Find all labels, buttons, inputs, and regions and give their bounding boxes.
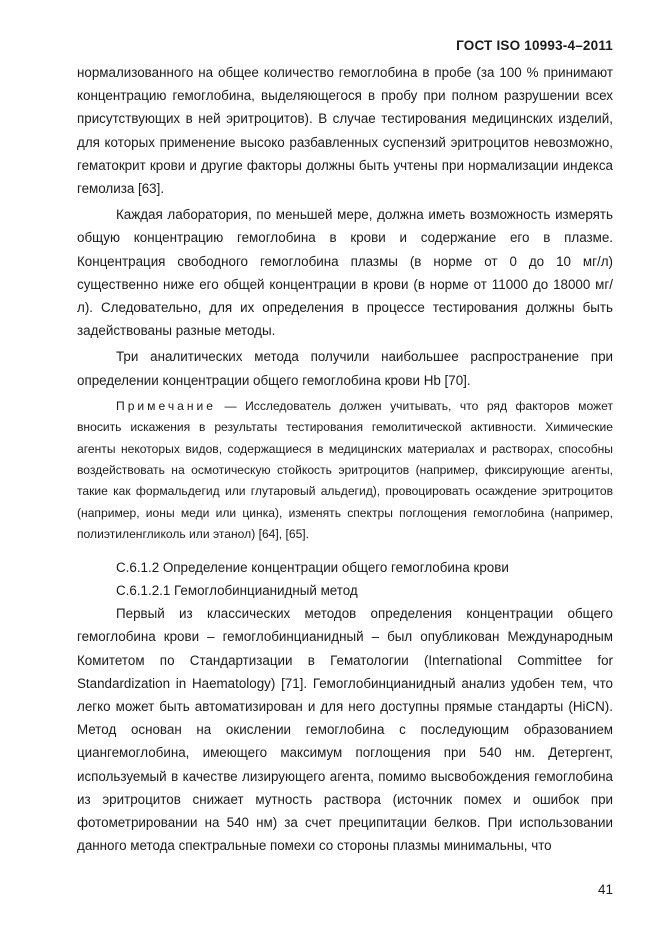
note-paragraph <box>77 396 613 546</box>
paragraph-continuation: нормализованного на общее количество гемоглобина в пробе (за 100 % принимают концентрацию гемоглобина, выделяющегося в пробу при полном разрушении всех присутствующих в ней эритроцитов). В случае тестирования медицинских изделий, для которых применение высоко разбавленных суспензий эритроцитов невозможно, гематокрит крови и другие факторы должны быть учтены при нормализации индекса гемолиза [63]. <box>77 65 613 197</box>
paragraph-laboratory: Каждая лаборатория, по меньшей мере, должна иметь возможность измерять общую концентрацию гемоглобина в крови и содержание его в плазме. Концентрация свободного гемоглобина плазмы (в норме от 0 до 10 мг/л) существенно ниже его общей концентрации в крови (в норме от 11000 до 18000 мг/л). Следовательно, для их определения в процессе тестирования должны быть задействованы разные методы. <box>77 207 613 339</box>
page-number: 41 <box>597 882 613 897</box>
paragraph-first-method: Первый из классических методов определения концентрации общего гемоглобина крови – гемоглобинцианидный – был опубликован Международным Комитетом по Стандартизации в Гематологии (International Committee for Standardization in Haematology) [71]. Гемоглобинцианидный анализ удобен тем, что легко может быть автоматизирован и для него доступны прямые стандарты (HiCN). Метод основан на окислении гемоглобина с последующим образованием циангемоглобина, имеющего максимум поглощения при 540 нм. Детергент, используемый в качестве лизирующего агента, помимо высвобождения гемоглобина из эритроцитов снижает мутность раствора (источник помех и ошибок при фотометрировании на 540 нм) за счет преципитации белков. При использовании данного метода спектральные помехи со стороны плазмы минимальны, что <box>77 606 613 854</box>
note-label: Примечание <box>116 398 216 413</box>
paragraph-three-methods: Три аналитических метода получили наибольшее распространение при определении концентрации общего гемоглобина крови Hb [70]. <box>77 349 613 388</box>
note-text: — Исследователь должен учитывать, что ряд факторов может вносить искажения в результаты тестирования гемолитической активности. Химические агенты некоторых видов, содержащиеся в медицинских материалах и растворах, способны воздействовать на осмотическую стойкость эритроцитов (например, фиксирующие агенты, такие как формальдегид или глутаровый альдегид), провоцировать осаждение эритроцитов (например, ионы меди или цинка), изменять спектры поглощения гемоглобина (например, полиэтиленгликоль или этанол) [64], [65]. <box>77 398 613 542</box>
section-heading-cyanide-method: С.6.1.2.1 Гемоглобинцианидный метод <box>116 582 358 598</box>
document-header: ГОСТ ISO 10993-4–2011 <box>456 38 613 53</box>
section-heading-total-hemoglobin: С.6.1.2 Определение концентрации общего гемоглобина крови <box>116 559 509 575</box>
document-body <box>77 61 613 857</box>
